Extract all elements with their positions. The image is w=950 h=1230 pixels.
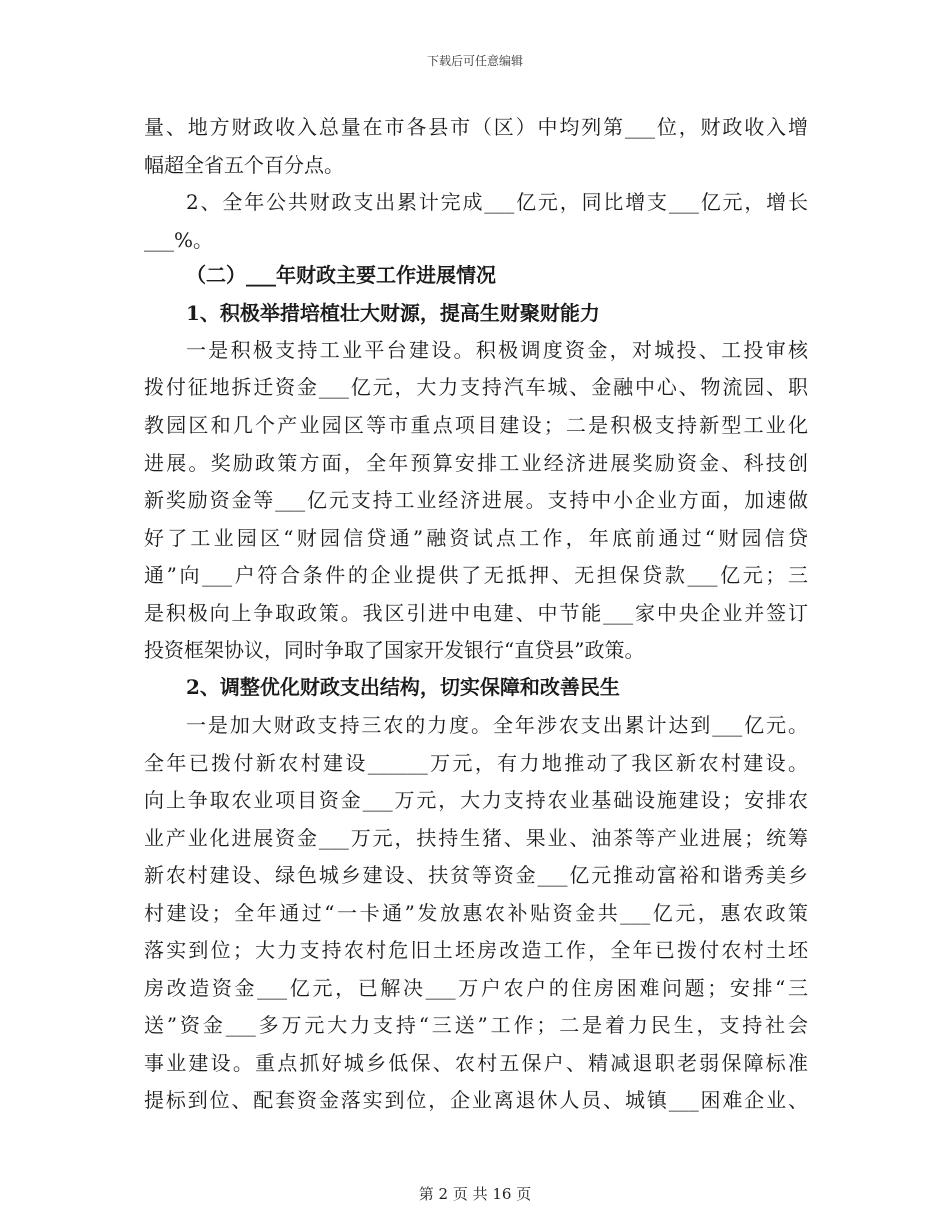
page-header: 下载后可任意编辑	[426, 54, 523, 68]
paragraph-line: 进展。奖励政策方面，全年预算安排工业经济进展奖励资金、科技创	[144, 451, 808, 475]
paragraph-line: 是积极向上争取政策。我区引进中电建、中节能___家中央企业并签订	[144, 601, 808, 625]
paragraph-line: 村建设；全年通过“一卡通”发放惠农补贴资金共___亿元，惠农政策	[144, 901, 808, 925]
page-footer: 第 2 页 共 16 页	[418, 1185, 532, 1203]
paragraph-line: 新农村建设、绿色城乡建设、扶贫等资金___亿元推动富裕和谐秀美乡	[144, 863, 808, 887]
paragraph-line: 量、地方财政收入总量在市各县市（区）中均列第___位，财政收入增	[144, 115, 808, 139]
section-heading: 1、积极举措培植壮大财源，提高生财聚财能力	[186, 301, 600, 325]
paragraph-line: 送”资金___多万元大力支持“三送”工作；二是着力民生，支持社会	[144, 1013, 808, 1037]
paragraph-line: 一是积极支持工业平台建设。积极调度资金，对城投、工投审核	[186, 338, 808, 362]
section-heading: 2、调整优化财政支出结构，切实保障和改善民生	[186, 675, 620, 699]
paragraph-line: 房改造资金___亿元，已解决___万户农户的住房困难问题；安排“三	[144, 976, 808, 1000]
section-heading: （二）___年财政主要工作进展情况	[186, 263, 496, 287]
paragraph-line: 落实到位；大力支持农村危旧土坯房改造工作，全年已拨付农村土坯	[144, 938, 808, 962]
paragraph-line: 拨付征地拆迁资金___亿元，大力支持汽车城、金融中心、物流园、职	[144, 375, 808, 399]
paragraph-line: 2、全年公共财政支出累计完成___亿元，同比增支___亿元，增长	[186, 190, 808, 214]
paragraph-line: 提标到位、配套资金落实到位，企业离退休人员、城镇___困难企业、	[144, 1088, 808, 1112]
paragraph-line: 通”向___户符合条件的企业提供了无抵押、无担保贷款___亿元；三	[144, 563, 808, 587]
paragraph-line: 新奖励资金等___亿元支持工业经济进展。支持中小企业方面，加速做	[144, 488, 808, 512]
paragraph-line: 幅超全省五个百分点。	[144, 153, 344, 177]
paragraph-line: 业产业化进展资金___万元，扶持生猪、果业、油茶等产业进展；统筹	[144, 826, 808, 850]
paragraph-line: 事业建设。重点抓好城乡低保、农村五保户、精减退职老弱保障标准	[144, 1051, 808, 1075]
paragraph-line: 向上争取农业项目资金___万元，大力支持农业基础设施建设；安排农	[144, 788, 808, 812]
paragraph-line: 教园区和几个产业园区等市重点项目建设；二是积极支持新型工业化	[144, 413, 808, 437]
paragraph-line: ___%。	[144, 228, 214, 252]
paragraph-line: 好了工业园区“财园信贷通”融资试点工作，年底前通过“财园信贷	[144, 526, 808, 550]
paragraph-line: 全年已拨付新农村建设______万元，有力地推动了我区新农村建设。	[144, 751, 808, 775]
paragraph-line: 一是加大财政支持三农的力度。全年涉农支出累计达到___亿元。	[186, 713, 808, 737]
paragraph-line: 投资框架协议，同时争取了国家开发银行“直贷县”政策。	[144, 638, 645, 662]
